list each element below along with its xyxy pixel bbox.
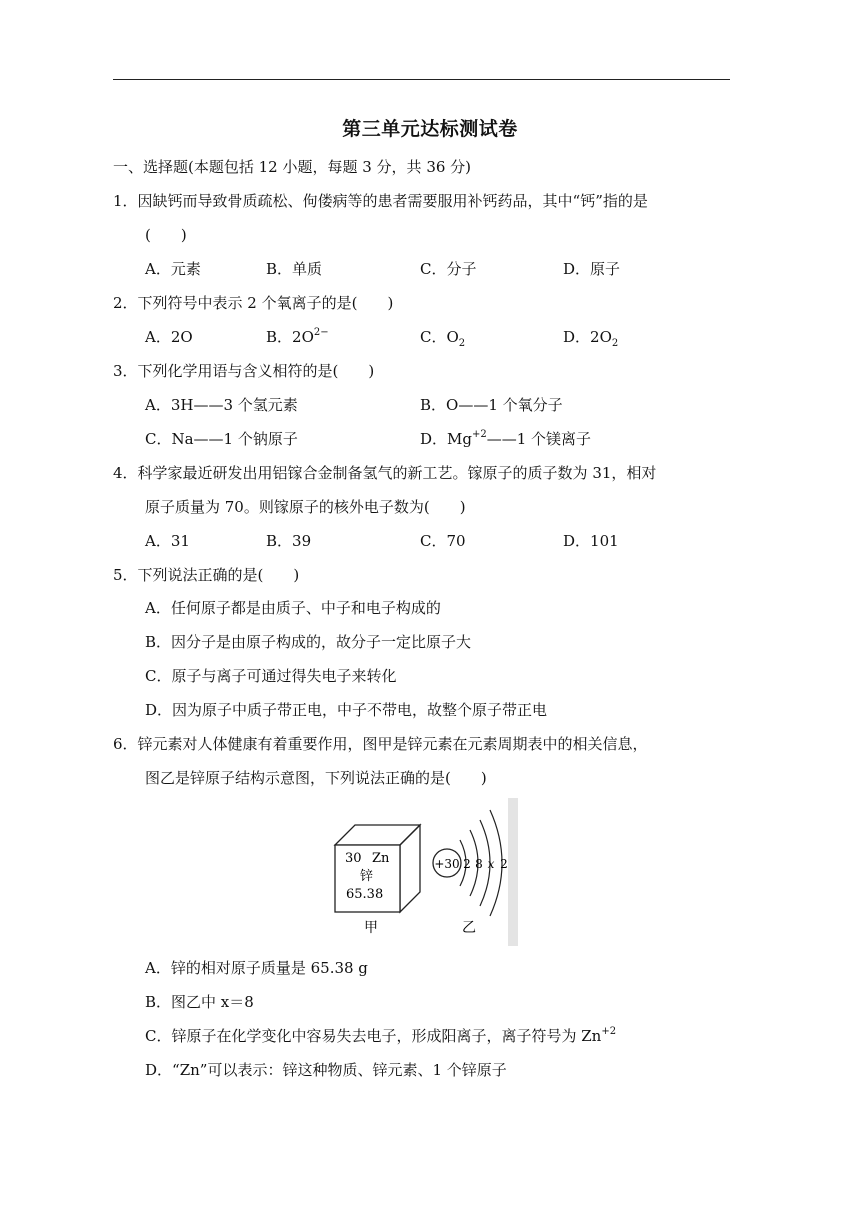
shell-4-electrons: 2: [500, 857, 508, 871]
cell-atomic-mass: 65.38: [346, 887, 384, 902]
q2-option-b: B．$2O^{2-}$: [266, 327, 329, 346]
q3-option-b: B．O——1 个氧分子: [420, 396, 563, 414]
q4-option-c: C．70: [420, 532, 466, 550]
q3-option-c: C．Na——1 个钠原子: [145, 430, 298, 448]
label-yi: 乙: [462, 920, 476, 936]
q6-stem-line1: 6．锌元素对人体健康有着重要作用，图甲是锌元素在元素周期表中的相关信息，: [113, 735, 648, 753]
q5-stem: 5．下列说法正确的是( ): [113, 566, 300, 584]
shell-2-electrons: 8: [475, 857, 483, 871]
zinc-figure: [330, 790, 520, 950]
cell-symbol: Zn: [372, 851, 390, 866]
cell-atomic-number: 30: [345, 851, 362, 866]
q6-option-c: C．锌原子在化学变化中容易失去电子，形成阳离子，离子符号为 $Zn^{+2}$: [145, 1026, 617, 1045]
q6-option-a: A．锌的相对原子质量是 65.38 g: [145, 959, 368, 977]
q1-option-d: D．原子: [563, 260, 621, 278]
q3-option-d: D．$Mg^{+2}——1$ 个镁离子: [420, 429, 592, 448]
q5-option-b: B．因分子是由原子构成的，故分子一定比原子大: [145, 633, 472, 651]
label-jia: 甲: [364, 920, 378, 936]
section-heading: 一、选择题(本题包括 12 小题，每题 3 分，共 36 分): [113, 158, 472, 176]
q6-option-b: B．图乙中 x＝8: [145, 993, 254, 1011]
q5-option-a: A．任何原子都是由质子、中子和电子构成的: [145, 599, 441, 617]
q2-stem: 2．下列符号中表示 2 个氧离子的是( ): [113, 294, 394, 312]
q1-stem-line2: ( ): [145, 226, 187, 244]
q1-option-c: C．分子: [420, 260, 477, 278]
shell-3-electrons: x: [487, 857, 495, 871]
nucleus-charge: +30: [434, 857, 460, 871]
q2-option-c: C．$O_2$: [420, 328, 466, 349]
q6-stem-line2: 图乙是锌原子结构示意图，下列说法正确的是( ): [145, 769, 487, 787]
q4-stem-line2: 原子质量为 70。则镓原子的核外电子数为( ): [145, 498, 466, 516]
q3-option-a: A．3H——3 个氢元素: [145, 396, 298, 414]
shell-1-electrons: 2: [463, 857, 471, 871]
q5-option-c: C．原子与离子可通过得失电子来转化: [145, 667, 397, 685]
q1-stem-line1: 1．因缺钙而导致骨质疏松、佝偻病等的患者需要服用补钙药品，其中“钙”指的是: [113, 192, 648, 210]
q4-stem-line1: 4．科学家最近研发出用铝镓合金制备氢气的新工艺。镓原子的质子数为 31，相对: [113, 464, 657, 482]
q1-option-b: B．单质: [266, 260, 323, 278]
header-rule: [113, 79, 730, 80]
q5-option-d: D．因为原子中质子带正电，中子不带电，故整个原子带正电: [145, 701, 548, 719]
cell-element-name: 锌: [360, 869, 374, 884]
q3-stem: 3．下列化学用语与含义相符的是( ): [113, 362, 375, 380]
q2-option-d: D．$2O_2$: [563, 328, 619, 349]
q2-option-a: A．2O: [145, 328, 193, 346]
q6-option-d: D．“Zn”可以表示：锌这种物质、锌元素、1 个锌原子: [145, 1061, 507, 1079]
q1-option-a: A．元素: [145, 260, 201, 278]
atom-structure-diagram: [433, 798, 518, 946]
periodic-cell-diagram: [335, 825, 420, 936]
q4-option-b: B．39: [266, 532, 312, 550]
page-title: 第三单元达标测试卷: [342, 118, 518, 140]
q4-option-d: D．101: [563, 532, 619, 550]
q4-option-a: A．31: [145, 532, 190, 550]
